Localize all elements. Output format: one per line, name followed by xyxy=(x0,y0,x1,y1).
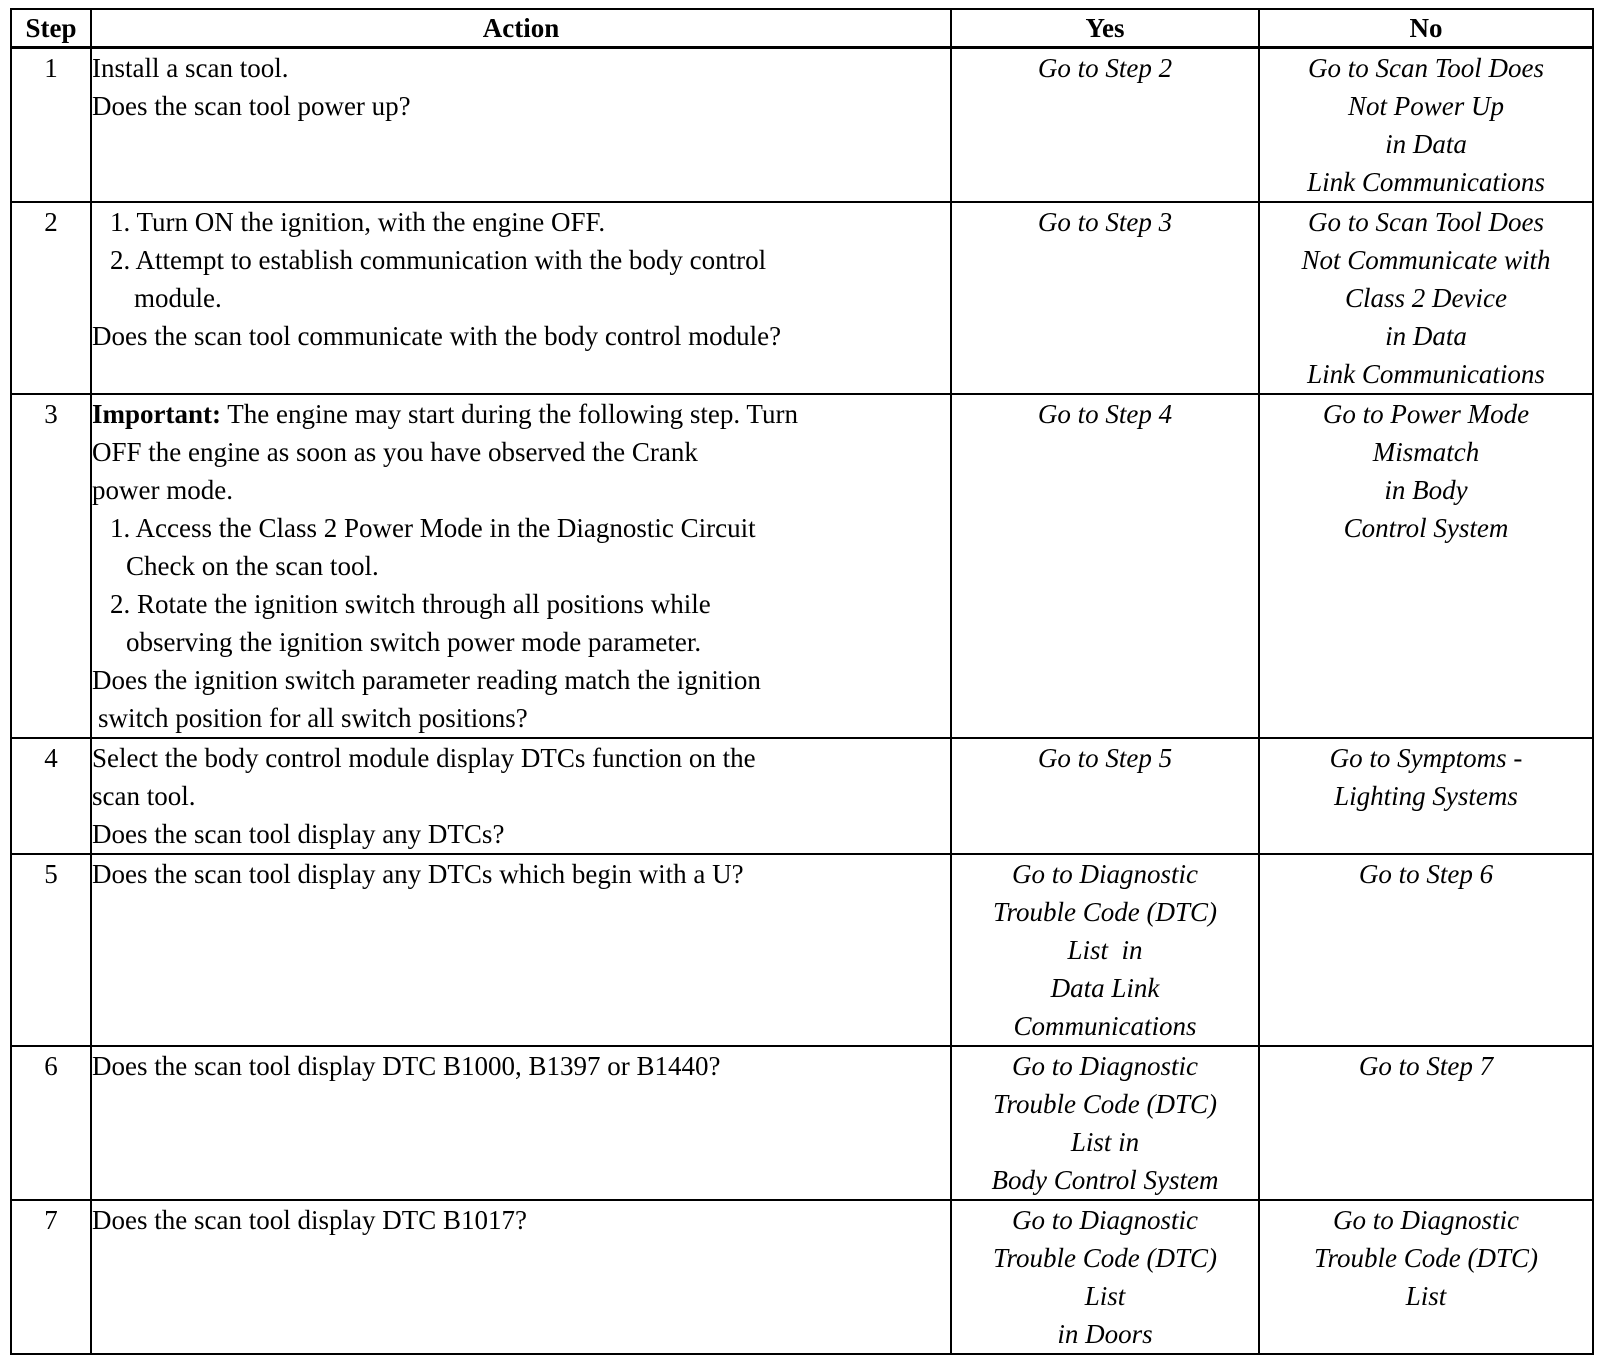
no-cell xyxy=(1259,394,1593,738)
yes-link: Go to Diagnostic xyxy=(1012,1205,1198,1235)
action-question: switch position for all switch positions? xyxy=(98,703,528,733)
action-cell xyxy=(91,394,951,738)
table-row xyxy=(11,854,1593,1046)
step-number: 7 xyxy=(11,1200,91,1354)
action-cell xyxy=(91,48,951,203)
no-cell xyxy=(1259,854,1593,1046)
yes-cell xyxy=(951,854,1259,1046)
yes-link: in Doors xyxy=(1057,1319,1153,1349)
yes-link: List in xyxy=(1067,935,1143,965)
yes-link: Communications xyxy=(1013,1011,1197,1041)
action-cell xyxy=(91,1200,951,1354)
action-list-item-cont: observing the ignition switch power mode parameter. xyxy=(126,627,702,657)
important-label: Important: xyxy=(92,399,221,429)
yes-link: Trouble Code (DTC) xyxy=(992,1243,1217,1273)
important-note xyxy=(92,395,950,433)
header-row xyxy=(11,9,1593,48)
no-link: Link Communications xyxy=(1307,359,1545,389)
important-text: power mode. xyxy=(92,475,233,505)
action-question: Does the scan tool display any DTCs which begin with a U? xyxy=(92,859,744,889)
table-row xyxy=(11,1046,1593,1200)
no-link: Class 2 Device xyxy=(1345,283,1507,313)
yes-cell xyxy=(951,738,1259,854)
yes-cell xyxy=(951,1200,1259,1354)
header-yes: Yes xyxy=(951,9,1259,48)
yes-link: Go to Step 5 xyxy=(1037,743,1173,773)
no-link: Go to Symptoms - xyxy=(1329,743,1523,773)
header-no: No xyxy=(1259,9,1593,48)
important-text: OFF the engine as soon as you have observed the Crank xyxy=(92,437,698,467)
action-question: Does the scan tool display any DTCs? xyxy=(92,819,505,849)
step-number: 6 xyxy=(11,1046,91,1200)
yes-link: Body Control System xyxy=(991,1165,1219,1195)
table-row xyxy=(11,1200,1593,1354)
no-cell xyxy=(1259,738,1593,854)
header-step: Step xyxy=(11,9,91,48)
step-number: 5 xyxy=(11,854,91,1046)
no-cell xyxy=(1259,1200,1593,1354)
no-link: Go to Diagnostic xyxy=(1333,1205,1519,1235)
yes-link: Go to Step 3 xyxy=(1037,207,1173,237)
no-link: List xyxy=(1405,1281,1447,1311)
no-cell xyxy=(1259,202,1593,394)
yes-cell xyxy=(951,202,1259,394)
diagnostic-table xyxy=(10,8,1594,1355)
yes-link: Trouble Code (DTC) xyxy=(992,1089,1217,1119)
table-row xyxy=(11,738,1593,854)
action-cell xyxy=(91,738,951,854)
yes-link: Data Link xyxy=(1050,973,1160,1003)
action-line: Select the body control module display DTCs function on the xyxy=(92,743,756,773)
no-cell xyxy=(1259,1046,1593,1200)
yes-link: Trouble Code (DTC) xyxy=(992,897,1217,927)
action-question: Does the scan tool display DTC B1000, B1397 or B1440? xyxy=(92,1051,721,1081)
no-link: Control System xyxy=(1343,513,1509,543)
yes-link: List in xyxy=(1070,1127,1140,1157)
action-question: Does the ignition switch parameter reading match the ignition xyxy=(92,665,761,695)
action-question: Does the scan tool display DTC B1017? xyxy=(92,1205,527,1235)
important-text: The engine may start during the following step. Turn xyxy=(227,399,798,429)
no-link: Link Communications xyxy=(1307,167,1545,197)
step-number: 3 xyxy=(11,394,91,738)
no-link: Lighting Systems xyxy=(1334,781,1518,811)
yes-cell xyxy=(951,394,1259,738)
action-list-item: 2. Attempt to establish communication with the body control xyxy=(110,245,767,275)
yes-cell xyxy=(951,1046,1259,1200)
step-number: 1 xyxy=(11,48,91,203)
action-question: Does the scan tool power up? xyxy=(92,91,411,121)
action-cell xyxy=(91,202,951,394)
no-link: Not Communicate with xyxy=(1301,245,1551,275)
no-link: Go to Power Mode xyxy=(1322,399,1530,429)
no-link: in Data xyxy=(1385,129,1467,159)
yes-cell xyxy=(951,48,1259,203)
action-cell xyxy=(91,854,951,1046)
header-action: Action xyxy=(91,9,951,48)
yes-link: Go to Diagnostic xyxy=(1012,1051,1198,1081)
table-row xyxy=(11,394,1593,738)
action-line: Install a scan tool. xyxy=(92,53,289,83)
yes-link: Go to Step 2 xyxy=(1037,53,1173,83)
no-link: Go to Step 6 xyxy=(1358,859,1494,889)
action-question: Does the scan tool communicate with the body control module? xyxy=(92,321,782,351)
action-list-item-cont: module. xyxy=(134,283,222,313)
no-link: in Data xyxy=(1385,321,1467,351)
no-link: Go to Scan Tool Does xyxy=(1307,53,1544,83)
yes-link: Go to Step 4 xyxy=(1037,399,1173,429)
no-link: Go to Step 7 xyxy=(1358,1051,1494,1081)
action-cell xyxy=(91,1046,951,1200)
action-list-item-cont: Check on the scan tool. xyxy=(126,551,379,581)
no-link: Go to Scan Tool Does xyxy=(1307,207,1544,237)
no-link: in Body xyxy=(1384,475,1468,505)
no-cell xyxy=(1259,48,1593,203)
yes-link: Go to Diagnostic xyxy=(1012,859,1198,889)
action-list-item: 1. Turn ON the ignition, with the engine OFF. xyxy=(110,207,606,237)
table-row xyxy=(11,48,1593,203)
step-number: 2 xyxy=(11,202,91,394)
yes-link: List xyxy=(1084,1281,1126,1311)
action-list-item: 1. Access the Class 2 Power Mode in the Diagnostic Circuit xyxy=(110,513,756,543)
no-link: Trouble Code (DTC) xyxy=(1313,1243,1538,1273)
action-list-item: 2. Rotate the ignition switch through all positions while xyxy=(110,589,711,619)
step-number: 4 xyxy=(11,738,91,854)
action-line: scan tool. xyxy=(92,781,196,811)
no-link: Mismatch xyxy=(1372,437,1480,467)
table-row xyxy=(11,202,1593,394)
no-link: Not Power Up xyxy=(1347,91,1504,121)
